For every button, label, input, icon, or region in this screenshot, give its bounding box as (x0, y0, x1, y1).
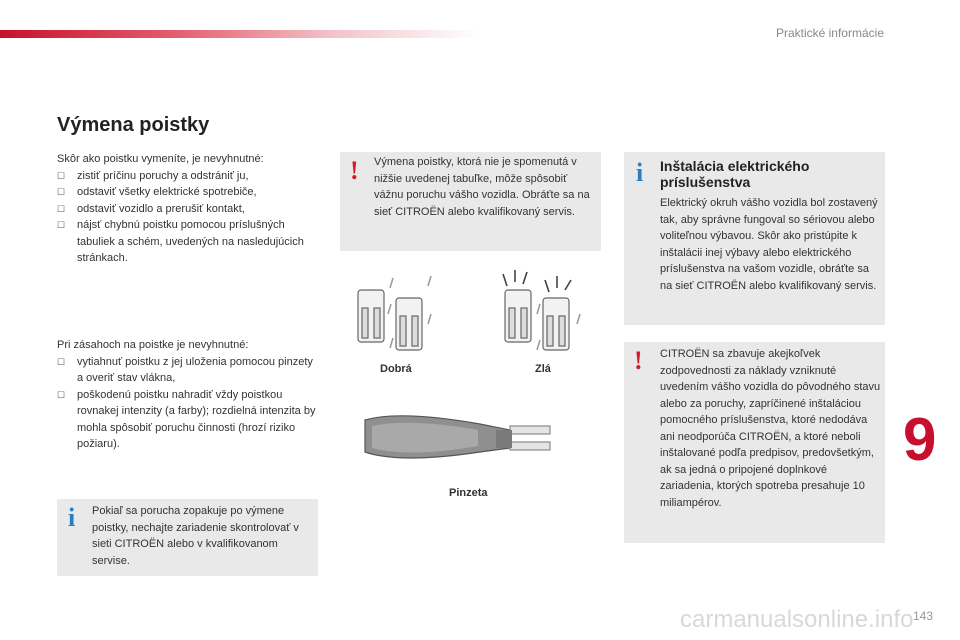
header-accent-bar (0, 30, 480, 38)
warning-box-right (624, 342, 885, 543)
steps-list-1 (57, 168, 319, 267)
label-bad: Zlá (535, 363, 551, 375)
list-item: ☐ nájsť chybnú poistku pomocou príslušných tabuliek a schém, uvedených na nasledujúcich stránkach. (57, 217, 319, 267)
page-title: Výmena poistky (57, 114, 210, 136)
watermark: carmanualsonline.info (680, 606, 914, 633)
label-good: Dobrá (380, 363, 412, 375)
list-item: ☐ poškodenú poistku nahradiť vždy poistkou rovnakej intenzity (a farby); rozdielná intenzita by mohla spôsobiť poruchu činnosti (hrozí riziko požiaru). (57, 387, 319, 453)
chapter-number: 9 (903, 406, 937, 473)
info-box-left (57, 499, 318, 576)
intro-block (57, 151, 319, 267)
steps-list-2 (57, 354, 319, 453)
procedure-block (57, 337, 319, 453)
intro-text: Skôr ako poistku vymeníte, je nevyhnutné: (57, 153, 264, 165)
list-item: ☐ odstaviť všetky elektrické spotrebiče, (57, 184, 319, 201)
info-box-title: Inštalácia elektrického príslušenstva (660, 158, 810, 190)
warning-icon: ! (634, 346, 643, 375)
list-item: ☐ zistiť príčinu poruchy a odstrániť ju, (57, 168, 319, 185)
warning-icon: ! (350, 156, 359, 185)
fuse-good-illustration (350, 268, 440, 358)
list-item: ☐ vytiahnuť poistku z jej uloženia pomocou pinzety a overiť stav vlákna, (57, 354, 319, 387)
info-box-right (624, 152, 885, 325)
warning-box-middle (340, 152, 601, 251)
info-box-text: Elektrický okruh vášho vozidla bol zostavený tak, aby správne fungoval so sériovou alebo voliteľnou výbavou. Skôr ako pristúpite k inštalácii inej výbavy alebo elektrického príslušenstva na vašom vozidle, obráťte sa na sieť CITROËN alebo kvalifikovaný servis. (660, 197, 878, 292)
warning-box-text: Výmena poistky, ktorá nie je spomenutá v nižšie uvedenej tabuľke, môže spôsobiť vážnu poruchu vášho vozidla. Obráťte sa na sieť CITROËN alebo kvalifikovaný servis. (374, 156, 590, 218)
fuse-bad-illustration (497, 268, 587, 358)
info-box-text: Pokiaľ sa porucha zopakuje po výmene poistky, nechajte zariadenie skontrolovať v sieti CITROËN alebo v kvalifikovanom servise. (92, 505, 299, 567)
section-title: Praktické informácie (775, 26, 884, 40)
list-item: ☐ odstaviť vozidlo a prerušiť kontakt, (57, 201, 319, 218)
info-icon: i (636, 158, 644, 187)
tweezers-illustration (360, 402, 560, 472)
info-icon: i (68, 503, 76, 532)
page-number: 143 (913, 609, 934, 623)
label-tweezers: Pinzeta (449, 487, 488, 499)
warning-box-text: CITROËN sa zbavuje akejkoľvek zodpovednosti za náklady vzniknuté uvedením vášho vozidla do pôvodného stavu alebo za poruchy, zapríčinené inštaláciou pomocného príslušenstva, ktoré nedodáva ani neodporúča CITROËN, a ktoré neboli inštalované podľa predpisov, predovšetkým, ak sa jedná o pripojené doplnkové zariadenia, ktorých spotreba presahuje 10 miliampérov. (660, 348, 881, 509)
intro-text-2: Pri zásahoch na poistke je nevyhnutné: (57, 339, 249, 351)
